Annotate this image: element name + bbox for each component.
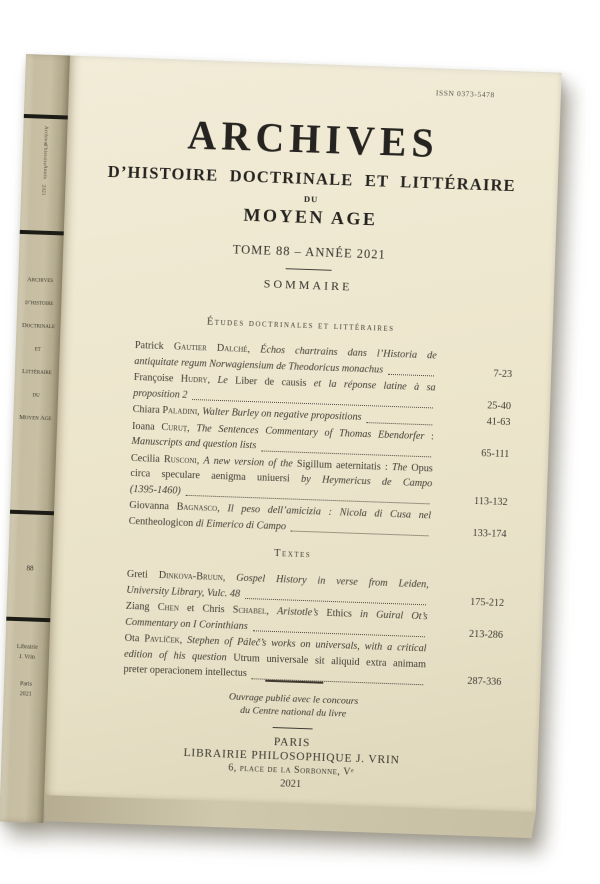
spine-year: 2021 (19, 691, 32, 698)
toc-pages: 213-286 (468, 628, 504, 641)
toc-entry-line: Cecilia Rusconi, A new version of the Sigillum aeternitatis : The Opus (130, 452, 433, 474)
toc-entry-line: antiquitate regum Norwagiensium de Theodoricus monachus (134, 353, 436, 379)
spine-title-word: du (32, 391, 40, 399)
toc-pages: 113-132 (473, 495, 508, 508)
toc-entry-line: Ioana Curuț, The Sentences Commentary of Thomas Ebendorfer : (131, 420, 435, 442)
toc-pages: 25-40 (487, 399, 512, 412)
masthead (64, 110, 560, 237)
toc-pages: 175-212 (469, 596, 505, 609)
imprint-publisher: LIBRAIRIE PHILOSOPHIQUE J. VRIN (183, 746, 400, 766)
toc-pages: 65-111 (481, 448, 510, 461)
toc-pages: 133-174 (472, 527, 507, 540)
imprint (45, 672, 540, 798)
spine-tome-number: 88 (26, 564, 34, 573)
dot-leader (388, 374, 434, 377)
concours-note (47, 684, 540, 727)
toc-entry-line: Chiara Paladini, Walter Burley on negative propositions (132, 402, 434, 428)
toc-entry-line: Centheologicon di Eimerico di Campo (128, 513, 430, 539)
journal-subtitle-2: MOYEN AGE (243, 204, 378, 230)
spine-title-word: Doctrinale (21, 322, 56, 331)
dot-leader (366, 422, 432, 425)
tome-year-line: TOME 88 – ANNÉE 2021 (232, 242, 387, 262)
toc-pages: 41-63 (486, 416, 511, 429)
journal-subtitle-1: D’HISTOIRE DOCTRINALE ET LITTÉRAIRE (107, 161, 517, 196)
sommaire-heading: SOMMAIRE (263, 276, 353, 294)
spine-title-word: d’histoire (24, 299, 54, 308)
spine-top-text (21, 126, 67, 199)
spine-title-word: Archives (26, 276, 54, 285)
divider-rule (273, 727, 313, 729)
spine-top-line-text: 2021 (40, 183, 46, 196)
toc-entry-line: (1395-1460) (130, 481, 432, 507)
toc-entry-line: proposition 2 (133, 385, 435, 411)
concours-line: Ouvrage publié avec le concours (228, 690, 359, 707)
spine-top-line (21, 180, 66, 200)
spine-band (10, 510, 54, 516)
toc-entry-line: Giovanna Bagnasco, Il peso dell’amicizia : Nicola di Cusa nel (129, 499, 432, 522)
toc-pages: 287-336 (467, 675, 502, 688)
journal-subtitle-du: DU (303, 193, 319, 205)
spine-city: Paris (19, 681, 33, 688)
imprint-city: PARIS (273, 735, 311, 749)
spine-publisher-line: J. Vrin (18, 654, 35, 661)
imprint-year: 2021 (280, 777, 302, 790)
toc (123, 314, 513, 689)
spine-top-line (22, 144, 67, 164)
toc-entry-line: Greti Dinkova-Bruun, Gospel History in verse from Leiden, (126, 568, 429, 591)
toc-entry-line: Ota Pavlíček, Stephen of Páleč’s works on universals, with a critical (124, 632, 427, 655)
journal-title: ARCHIVES (186, 110, 440, 167)
toc-entry-line: edition of his question Utrum universale sit aliquid extra animam (123, 648, 427, 670)
toc-section-heading: Textes (273, 547, 312, 561)
spine-band (20, 230, 64, 236)
spine-band (6, 617, 50, 623)
issn-text: ISSN 0373-5478 (435, 88, 496, 100)
toc-entry-line: Françoise Hudry, Le Liber de causis et la réponse latine à sa (133, 371, 436, 394)
spine-publisher (5, 642, 50, 664)
toc-section-heading: Études doctrinales et littéraires (206, 316, 395, 335)
spine-top-line-text: d’histoire (41, 142, 48, 165)
spine-city-year (3, 679, 48, 701)
toc-entry-line: Patrick Gautier Dalché, Échos chartrains dans l’Historia de (134, 339, 437, 362)
dot-leader (291, 531, 429, 537)
imprint-address: 6, place de la Sorbonne, Vᵉ (228, 761, 355, 778)
spine-title (13, 268, 63, 430)
toc-entry-line: Ziang Chen et Chris Schabel, Aristotle’s Ethics in Guiral Ot’s (125, 600, 428, 623)
toc-entry-line: University Library, Vulc. 48 (126, 582, 428, 608)
toc-entry-line: Manuscripts and question lists (131, 434, 433, 460)
spine-publisher-line: Librairie (16, 644, 38, 651)
spine-top-line-text: Archives (42, 125, 49, 147)
spine-band (24, 114, 68, 120)
toc-pages: 7-23 (493, 368, 513, 380)
divider-rule (286, 268, 332, 271)
spine-top-line-text: Année (41, 164, 47, 180)
spine-title-word: Littéraire (21, 368, 52, 377)
spine-title-word: Moyen Age (19, 413, 52, 423)
toc-entry-line: Commentary on I Corinthians (125, 614, 427, 640)
spine-title-word: et (34, 345, 41, 353)
volume-block (62, 236, 555, 301)
toc-entry-line: circa speculare aenigma uniuersi by Heymericus de Campo (130, 467, 433, 490)
concours-line: du Centre national du livre (240, 704, 347, 720)
book (0, 54, 562, 844)
spine-top-line (22, 162, 67, 182)
toc-entry-line: preter operacionem intellectus (123, 662, 425, 688)
front-cover (41, 56, 562, 813)
